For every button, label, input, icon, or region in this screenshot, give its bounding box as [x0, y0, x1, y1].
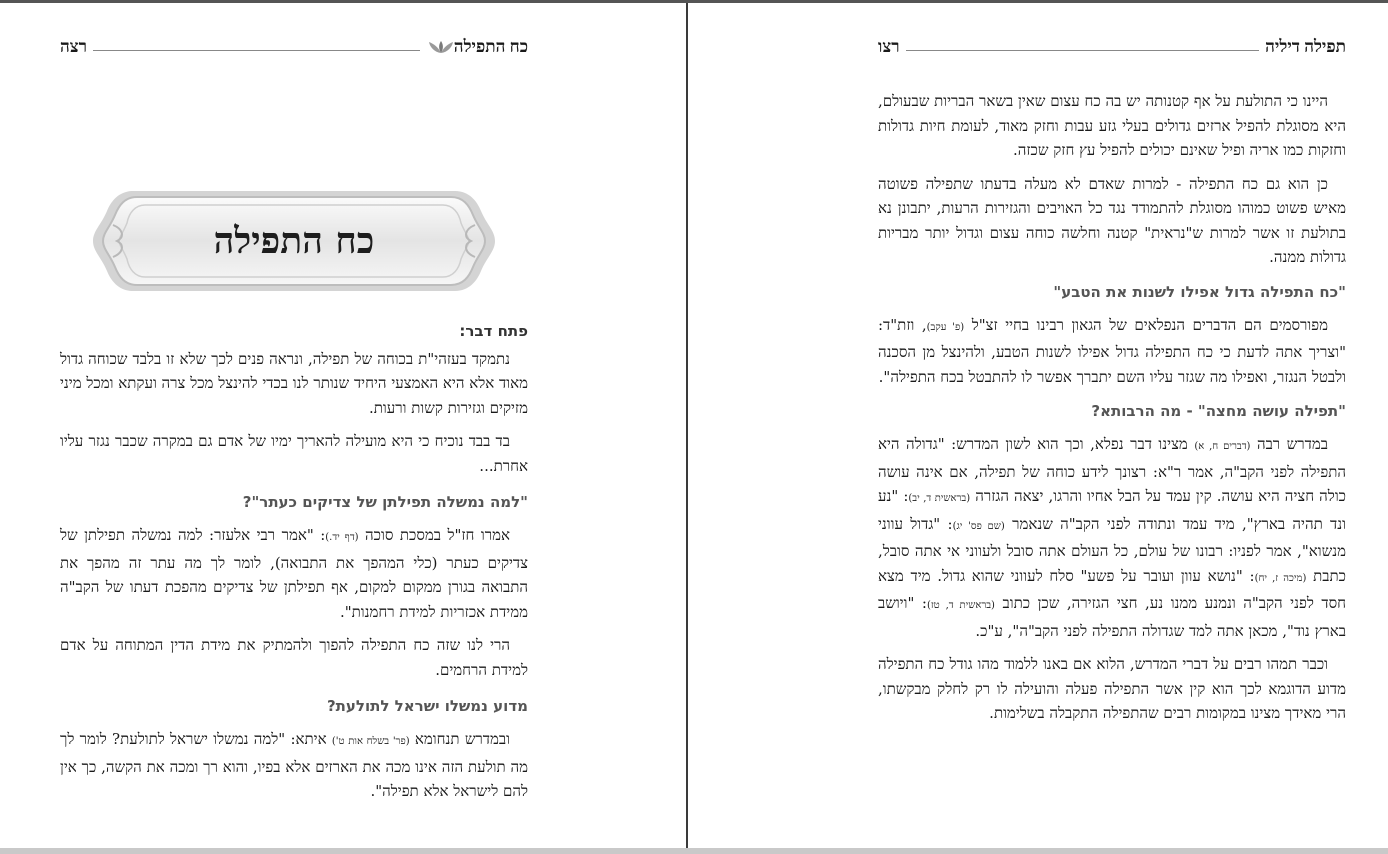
paragraph-text: : "נושא עוון ועובר על פשע" סלח לעווני שהוא גדול. מיד מצא חסד לפני הקב"ה ונמנע ממנו נע, חצי הגזירה, שכן כתוב [878, 566, 1346, 612]
source-reference: (בראשית ד, טז) [926, 600, 995, 611]
paragraph-text: : "גדול עווני מנשוא", אמר לפניו: רבונו של עולם, כל העולם אתה סובל ולעווני אי אתה סובל, כתבת [878, 514, 1346, 585]
leaf-ornament-icon [428, 40, 454, 54]
header-rule [93, 50, 420, 51]
paragraph: היינו כי התולעת על אף קטנותה יש בה כח עצום שאין בשאר הבריות שבעולם, היא מסוגלת להפיל ארזים גדולים בעלי גזע עבות וחזק מאוד, לעומת חיות גדולות וחזקות כמו אריה ופיל שאינם יכולים להפיל עץ חזק שכזה. [878, 92, 1346, 159]
paragraph [878, 432, 1346, 643]
running-header-page-label: רצו [878, 37, 900, 56]
source-reference: (דף יד.) [325, 532, 359, 543]
header-rule [906, 50, 1260, 51]
paragraph-text: מצינו דבר נפלא, וכך הוא לשון המדרש: "גדולה היא התפילה לפני הקב"ה, אמר ר"א: רצונך לידע כוחה של תפילה, אם אינה עושה כולה חציה היא עושה. קין עמד על הבל אחיו והרגו, יצאה הגזרה [878, 435, 1346, 505]
left-page [0, 3, 686, 848]
paragraph: נתמקד בעזהי"ת בכוחה של תפילה, ונראה פנים לכך שלא זו בלבד שכוחה גדול מאוד אלא היא האמצעי היחיד שנותר לנו בכדי להינצל מכל צרה ועקתא ומכל מיני מזיקים וגזירות קשות ורעות. [60, 349, 528, 417]
paragraph-text: אמרו חז"ל במסכת סוכה [365, 526, 510, 544]
section-heading: מדוע נמשלו ישראל לתולעת? [326, 697, 528, 715]
paragraph [878, 313, 1346, 390]
running-header-title: תפילה דיליה [1265, 37, 1346, 56]
paragraph [60, 523, 528, 624]
paragraph: כן הוא גם כח התפילה - למרות שאדם לא מעלה בדעתו שתפילה פשוטה מאיש פשוט כמוהו מסוגלת להתמודד נגד כל האויבים והגזירות הרעות, יתבונן נא בתולעת זו אשר למרות ש"נראית" קטנה וחלשה כוחה עצום וגדול יותר מבריות גדולות ממנה. [878, 174, 1346, 266]
section-heading: "תפילה עושה מחצה" - מה הרבותא? [1091, 402, 1346, 420]
source-reference: (פר' בשלח אות ט') [331, 736, 410, 747]
running-header-left [60, 35, 528, 59]
source-reference: (שם פס' יג) [952, 520, 1005, 532]
intro-label: פתח דבר: [459, 322, 528, 340]
viewer-bottom-bar [0, 848, 1388, 854]
paragraph-text: : "ויושב בארץ נוד", מכאן אתה למד שגדולה התפילה לפני הקב"ה", ע"כ. [878, 594, 1346, 640]
chapter-title: כח התפילה [213, 220, 375, 262]
section-heading: "כח התפילה גדול אפילו לשנות את הטבע" [1053, 282, 1346, 301]
paragraph-text: מפורסמים הם הדברים הנפלאים של הגאון רבינו בחיי זצ"ל [971, 315, 1328, 334]
source-reference: (מיכה ז, יח) [1254, 572, 1307, 584]
source-reference: (בראשית ד, יב) [908, 493, 971, 504]
source-reference: (פ' עקב) [926, 321, 965, 333]
paragraph-text: איתא: "למה נמשלו ישראל לתולעת? לומר לך מה תולעת הזה אינו מכה את הארזים אלא בפיו, והוא רך ומכה את הקשה, כך אין להם לישראל אלא תפילה". [60, 730, 528, 800]
paragraph-text: , וזת"ד: "וצריך אתה לדעת כי כח התפילה גדול אפילו לשנות הטבע, ולהינצל מן הסכנה ולבטל הנגזר, ואפילו מה שגזר עליו השם יתברך אפשר לו להתבטל בכח התפילה". [878, 315, 1346, 386]
paragraph: וכבר תמהו רבים על דברי המדרש, הלוא אם באנו ללמוד מהו גודל כח התפילה מדוע הדוגמא לכך הוא קין אשר התפילה פעלה והועילה לו רק לחלק מבקשתו, הרי מאידך מצינו במקומות רבים שהתפילה התקבלה בשלימות. [878, 655, 1346, 722]
running-header-title: כח התפילה [453, 37, 528, 56]
right-body-column [878, 89, 1346, 735]
chapter-title-plate [93, 185, 495, 297]
paragraph [60, 727, 528, 804]
running-header-page-label: רצה [60, 37, 88, 56]
paragraph: הרי לנו שזה כח התפילה להפוך ולהמתיק את מידת הדין המתוחה על אדם למידת הרחמים. [60, 636, 528, 679]
paragraph-text: : "נע ונד תהיה בארץ", מיד עמד ונתודה לפני הקב"ה שנאמר [878, 487, 1346, 533]
left-body-column [60, 319, 528, 813]
section-heading: "למה נמשלה תפילתן של צדיקים כעתר"? [242, 493, 528, 511]
running-header-right [878, 35, 1346, 59]
right-page [688, 3, 1388, 848]
source-reference: (דברים ח, א) [1194, 441, 1251, 452]
paragraph-text: במדרש רבה [1256, 435, 1328, 453]
paragraph-text: ובמדרש תנחומא [414, 730, 510, 748]
paragraph: בד בבד נוכיח כי היא מועילה להאריך ימיו של אדם גם במקרה שכבר נגזר עליו אחרת... [60, 432, 528, 475]
paragraph-text: : "אמר רבי אלעזר: למה נמשלה תפילתן של צדיקים כעתר (כלי המהפך את התבואה), לומר לך מה עתר זה מהפך את התבואה בגורן ממקום למקום, אף תפילתן של צדיקים מהפכת דעתו של הקב"ה ממידת אכזריות למידת רחמנות". [60, 526, 528, 621]
